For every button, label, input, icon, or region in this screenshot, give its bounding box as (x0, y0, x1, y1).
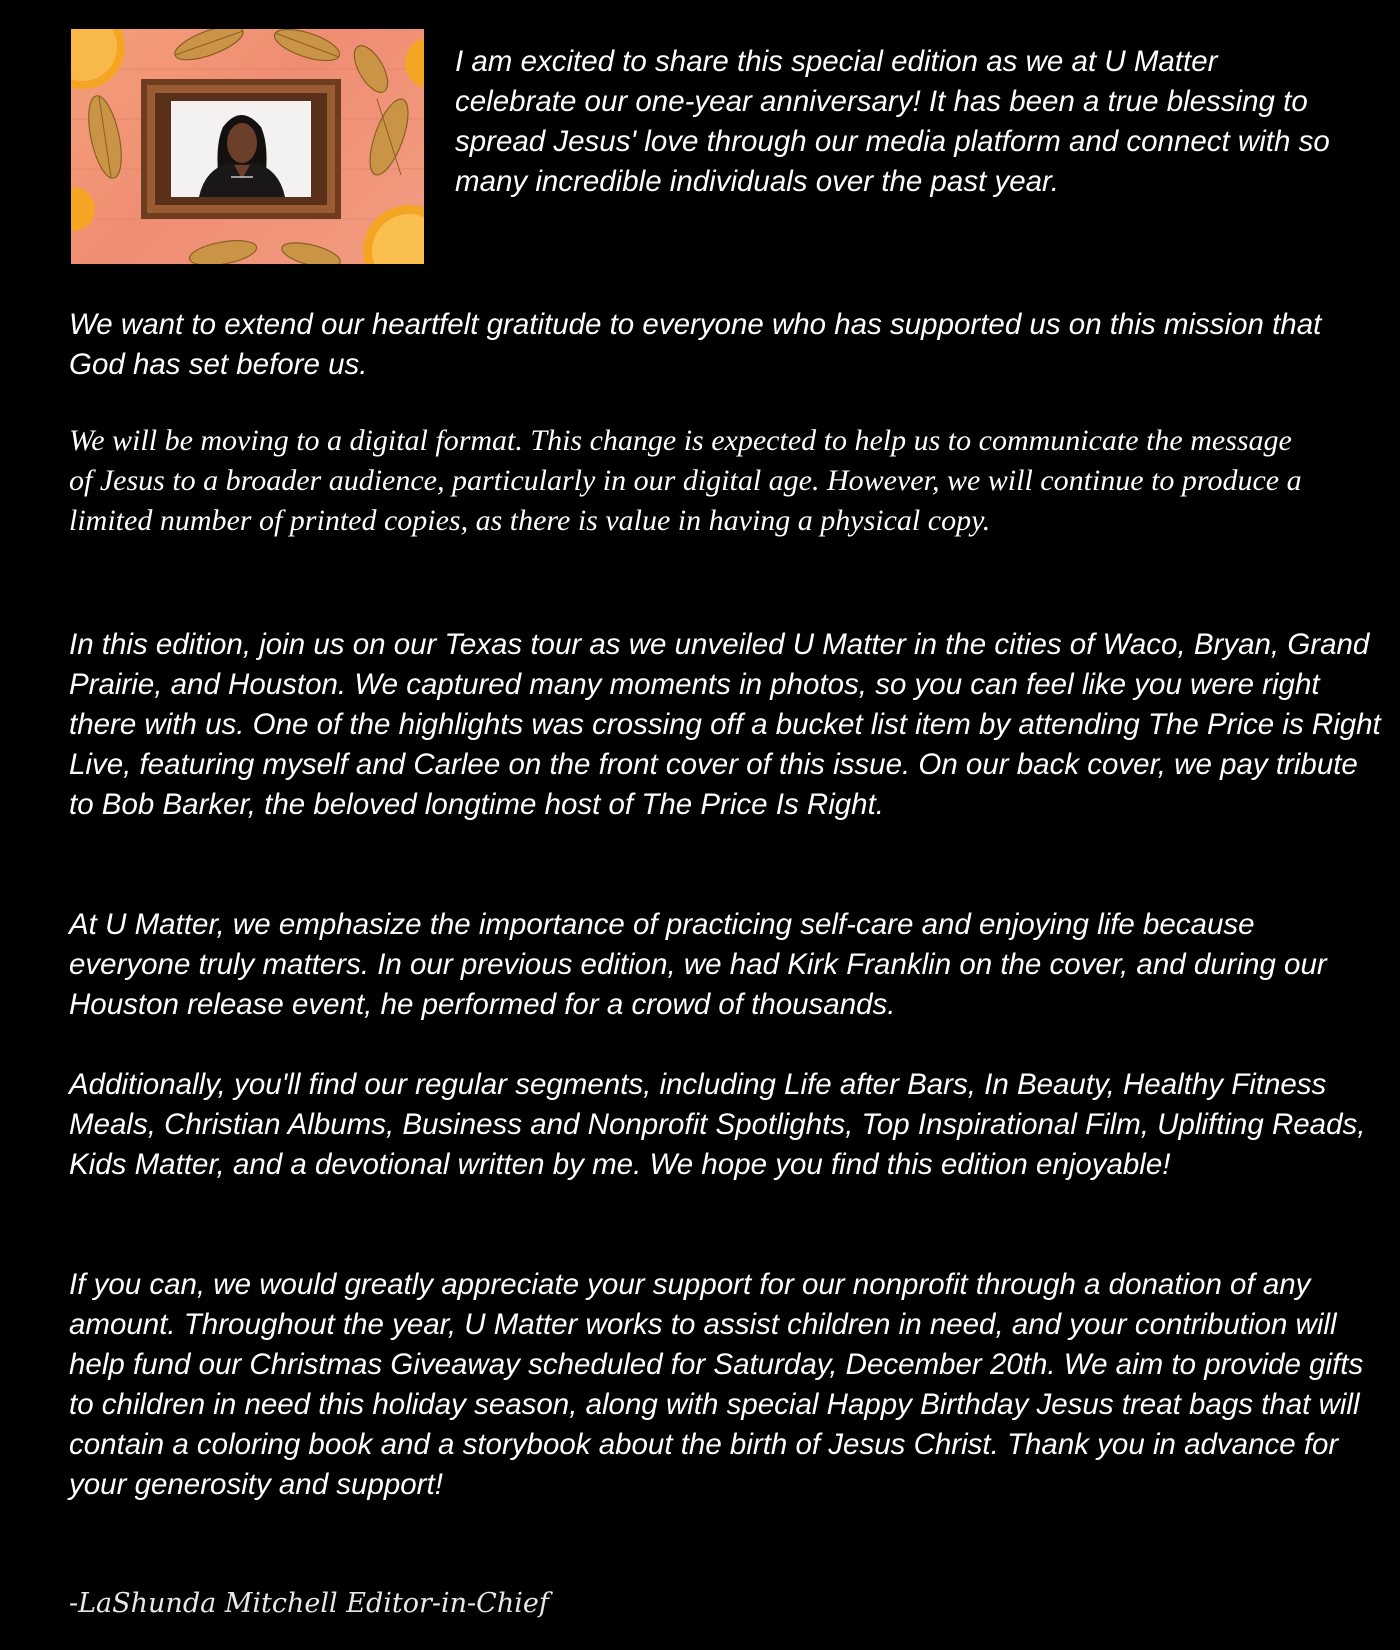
self-care-paragraph: At U Matter, we emphasize the importance of practicing self-care and enjoying life because everyone truly matters. In our previous edition, we had Kirk Franklin on the cover, and during our Houston release event, he performed for a crowd of thousands. (69, 908, 1327, 1021)
gratitude-paragraph: We want to extend our heartfelt gratitude to everyone who has supported us on this mission that God has set before us. (69, 308, 1322, 381)
segments-paragraph: Additionally, you'll find our regular segments, including Life after Bars, In Beauty, Healthy Fitness Meals, Christian Albums, Business and Nonprofit Spotlights, Top Inspirational Film, Uplifting Reads, Kids Matter, and a devotional written by me. We hope you find this edition enjoyable! (69, 1068, 1366, 1181)
leaf-icon (279, 238, 342, 264)
orange-slice-left (71, 187, 95, 231)
intro-paragraph: I am excited to share this special edition as we at U Matter celebrate our one-year anniversary! It has been a true blessing to spread Jesus' love through our media platform and connect with so many incredible individuals over the past year. (455, 45, 1330, 198)
orange-slice-top-right (405, 37, 424, 89)
face (227, 123, 257, 163)
editor-signature: -LaShunda Mitchell Editor-in-Chief (69, 1588, 549, 1619)
donation-paragraph: If you can, we would greatly appreciate your support for our nonprofit through a donation of any amount. Throughout the year, U Matter works to assist children in need, and your contribution will help fund our Christmas Giveaway scheduled for Saturday, December 20th. We aim to provide gifts to children in need this holiday season, along with special Happy Birthday Jesus treat bags that will contain a coloring book and a storybook about the birth of Jesus Christ. Thank you in advance for your generosity and support! (69, 1268, 1364, 1501)
digital-format-paragraph: We will be moving to a digital format. This change is expected to help us to communicate the message of Jesus to a broader audience, particularly in our digital age. However, we will continue to produce a limited number of printed copies, as there is value in having a physical copy. (69, 424, 1302, 537)
editor-portrait-photo (71, 29, 424, 264)
leaf-icon (271, 29, 343, 67)
leaf-icon (188, 236, 259, 264)
texas-tour-paragraph: In this edition, join us on our Texas tour as we unveiled U Matter in the cities of Waco, Bryan, Grand Prairie, and Houston. We captured many moments in photos, so you can feel like you were right there with us. One of the highlights was crossing off a bucket list item by attending The Price is Right Live, featuring myself and Carlee on the front cover of this issue. On our back cover, we pay tribute to Bob Barker, the beloved longtime host of The Price Is Right. (69, 628, 1381, 821)
portrait-illustration (71, 29, 424, 264)
leaf-icon (171, 29, 247, 67)
